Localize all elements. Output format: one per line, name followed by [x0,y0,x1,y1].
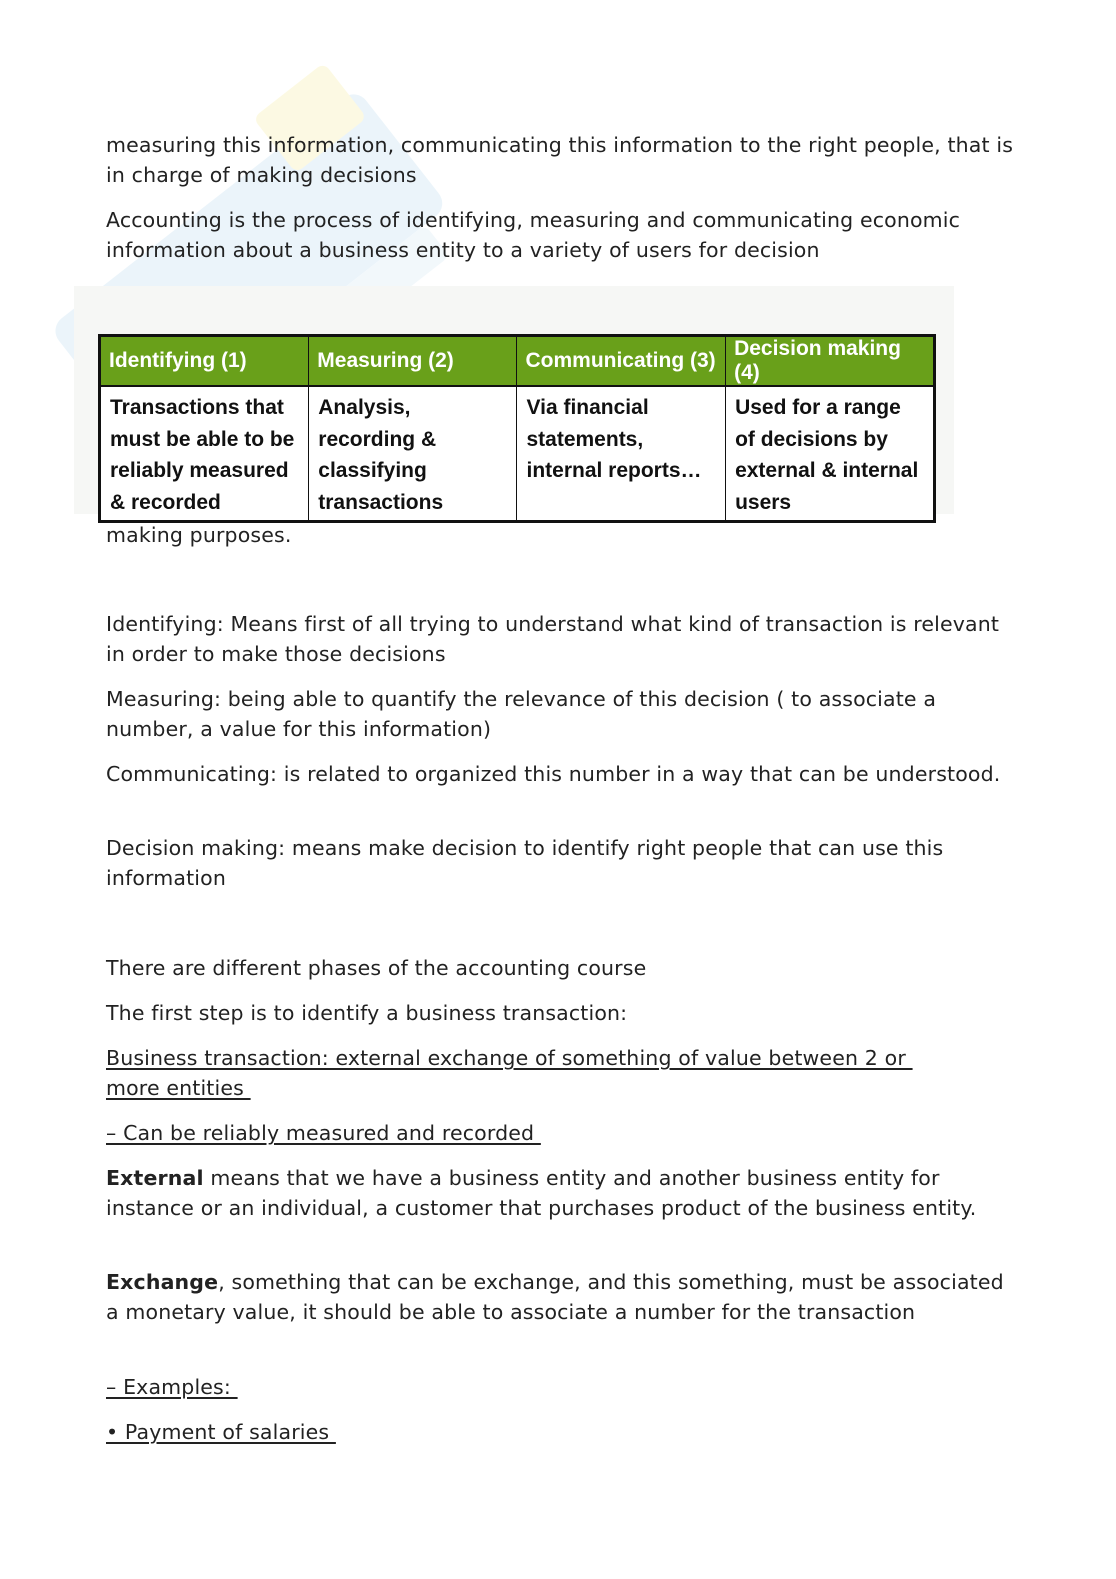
cell-identifying: Transactions that must be able to be reliably measured & recorded [100,386,309,522]
paragraph-phases: There are different phases of the accounting course [106,956,647,980]
cell-decision-making: Used for a range of decisions by external & internal users [726,386,935,522]
table-row [100,386,935,522]
term-exchange: Exchange [106,1270,219,1294]
paragraph-exchange [106,1267,1016,1327]
paragraph-decision-making: Decision making: means make decision to identify right people that can use this information [106,836,944,890]
paragraph-identifying: Identifying: Means first of all trying to understand what kind of transaction is relevant in order to make those decisions [106,612,1000,666]
header-communicating: Communicating (3) [517,336,726,387]
external-definition: means that we have a business entity and another business entity for instance or an individual, a customer that purchases product of the business entity. [106,1166,977,1220]
examples-heading: – Examples: [106,1375,238,1399]
paragraph-communicating: Communicating: is related to organized this number in a way that can be understood. [106,762,1001,786]
paragraph-examples [106,1372,1016,1402]
reliably-measured-text: – Can be reliably measured and recorded [106,1121,541,1145]
list-item [106,1417,1016,1447]
cell-communicating: Via financial statements, internal reports… [517,386,726,522]
paragraph-business-transaction [106,1043,1016,1103]
term-external: External [106,1166,204,1190]
header-measuring: Measuring (2) [309,336,517,387]
paragraph-first-step: The first step is to identify a business transaction: [106,1001,628,1025]
header-decision-making: Decision making (4) [726,336,935,387]
paragraph-external [106,1163,1016,1223]
paragraph-accounting-definition: Accounting is the process of identifying, measuring and communicating economic information about a business entity to a variety of users for decision [106,208,961,262]
accounting-process-table [98,334,936,523]
example-payment-of-salaries: • Payment of salaries [106,1420,336,1444]
table-header-row [100,336,935,387]
paragraph-intro: measuring this information, communicating this information to the right people, that is in charge of making decisions [106,133,1014,187]
cell-measuring: Analysis, recording & classifying transactions [309,386,517,522]
header-identifying: Identifying (1) [100,336,309,387]
paragraph-reliably-measured [106,1118,1016,1148]
exchange-definition: , something that can be exchange, and this something, must be associated a monetary value, it should be able to associate a number for the transaction [106,1270,1004,1324]
paragraph-making-purposes: making purposes. [106,523,292,547]
paragraph-measuring: Measuring: being able to quantify the relevance of this decision ( to associate a number, a value for this information) [106,687,937,741]
business-transaction-line-2: more entities [106,1076,251,1100]
business-transaction-line-1: Business transaction: external exchange of something of value between 2 or [106,1046,913,1070]
